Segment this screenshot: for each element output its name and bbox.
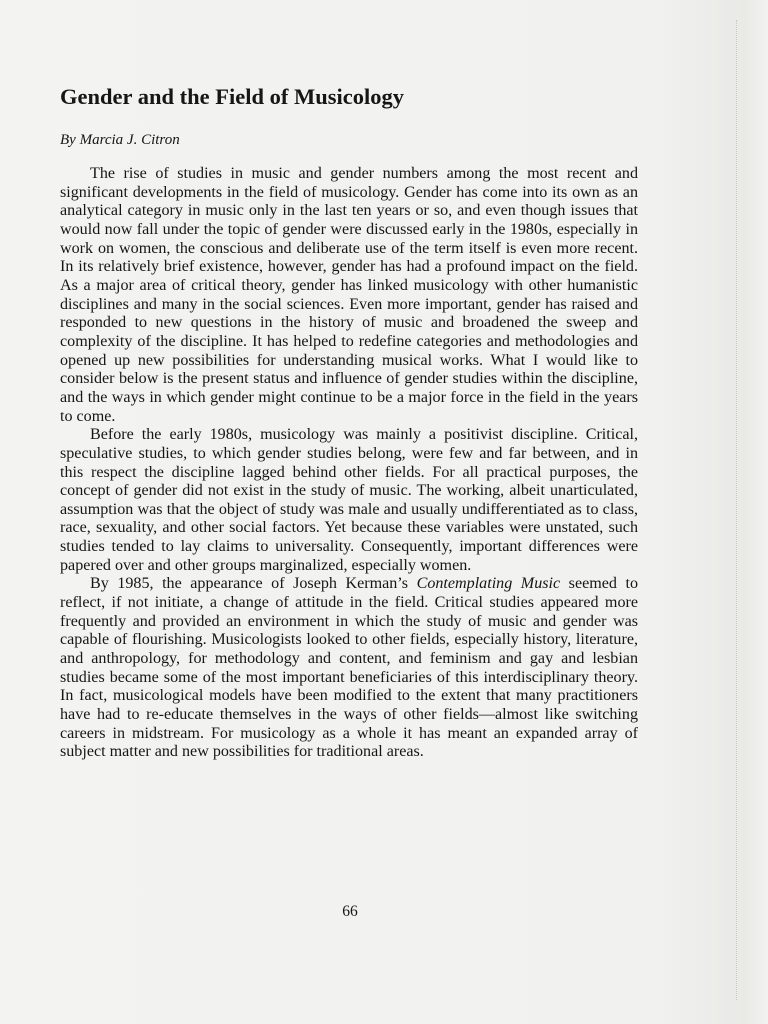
paragraph-3-start: By 1985, the appearance of Joseph Kerman’s: [90, 575, 417, 593]
page-number: 66: [342, 903, 358, 920]
book-title: Contemplating Music: [416, 575, 561, 593]
page-edge-divider: [736, 20, 738, 1000]
paragraph-2: Before the early 1980s, musicology was mainly a positivist discipline. Critical, speculative studies, to which gender studies belong, were few and far between, and in this respect the discipline lagged behind other fields. For all practical purposes, the concept of gender did not exist in the study of music. The working, albeit unarticulated, assumption was that the object of study was male and usually undifferentiated as to class, race, sexuality, and other social factors. Yet because these variables were unstated, such studies tended to lay claims to universality. Consequently, important differences were papered over and other groups marginalized, especially women.: [60, 426, 638, 574]
paragraph-3: [60, 575, 638, 762]
paragraph-3-rest: seemed to reflect, if not initiate, a change of attitude in the field. Critical studies appeared more frequently and provided an environment in which the study of music and gender was capable of flourishing. Musicologists looked to other fields, especially history, literature, and anthropology, for methodology and content, and feminism and gay and lesbian studies became some of the most important beneficiaries of this interdisciplinary theory. In fact, musicological models have been modified to the extent that many practitioners have had to re-educate themselves in the ways of other fields—almost like switching careers in midstream. For musicology as a whole it has meant an expanded array of subject matter and new possibilities for traditional areas.: [60, 575, 638, 761]
article-byline: By Marcia J. Citron: [60, 132, 180, 148]
paragraph-1: The rise of studies in music and gender numbers among the most recent and significant developments in the field of musicology. Gender has come into its own as an analytical category in music only in the last ten years or so, and even though issues that would now fall under the topic of gender were discussed early in the 1980s, especially in work on women, the conscious and deliberate use of the term itself is even more recent. In its relatively brief existence, however, gender has had a profound impact on the field. As a major area of critical theory, gender has linked musicology with other humanistic disciplines and many in the social sciences. Even more important, gender has raised and responded to new questions in the history of music and broadened the sweep and complexity of the discipline. It has helped to redefine categories and methodologies and opened up new possibilities for understanding musical works. What I would like to consider below is the present status and influence of gender studies within the discipline, and the ways in which gender might continue to be a major force in the field in the years to come.: [60, 165, 638, 425]
article-body: [60, 165, 638, 762]
article-title: Gender and the Field of Musicology: [60, 84, 404, 109]
